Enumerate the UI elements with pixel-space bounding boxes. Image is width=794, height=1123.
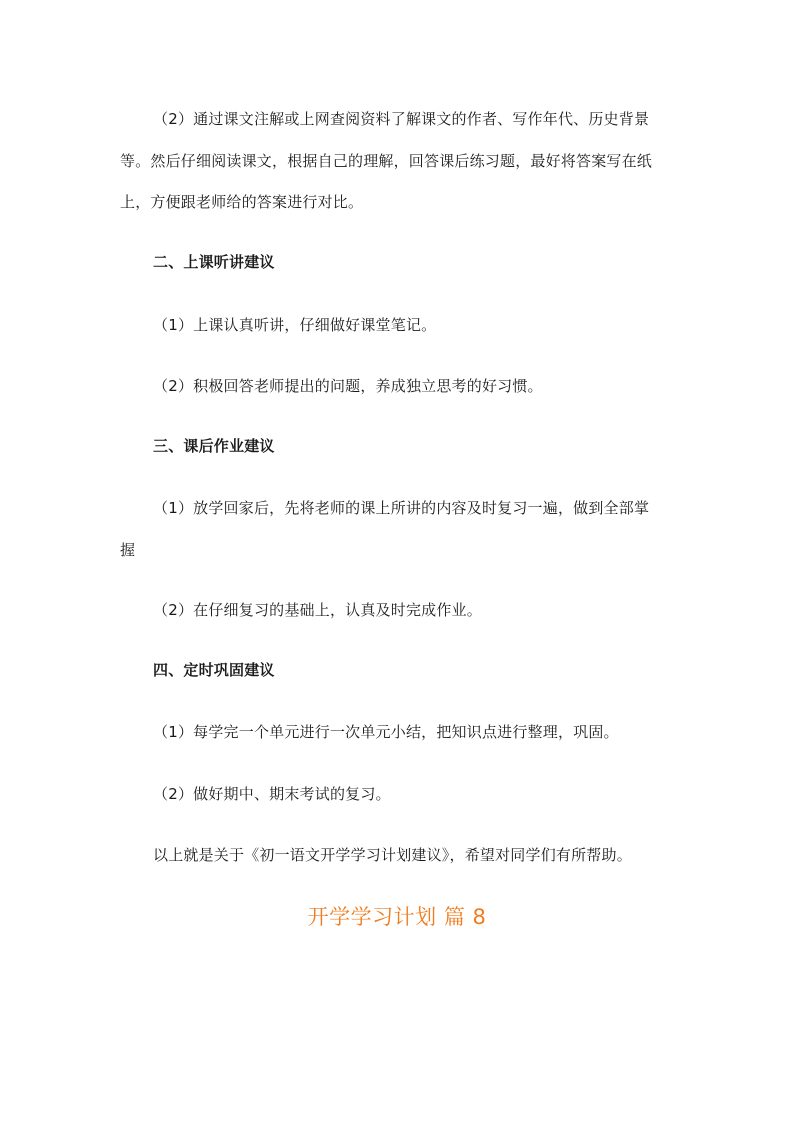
paragraph-line: （1）放学回家后，先将老师的课上所讲的内容及时复习一遍，做到全部掌 xyxy=(153,499,650,517)
section-heading: 四、定时巩固建议 xyxy=(153,661,275,679)
paragraph-line: （2）在仔细复习的基础上，认真及时完成作业。 xyxy=(153,601,482,619)
paragraph-line: 上，方便跟老师给的答案进行对比。 xyxy=(120,193,364,211)
section-heading: 三、课后作业建议 xyxy=(153,437,275,455)
paragraph-line: 握 xyxy=(120,541,136,559)
paragraph-line: 以上就是关于《初一语文开学学习计划建议》，希望对同学们有所帮助。 xyxy=(153,846,632,864)
section-heading: 二、上课听讲建议 xyxy=(153,253,275,271)
paragraph-line: （1）每学完一个单元进行一次单元小结，把知识点进行整理，巩固。 xyxy=(153,723,619,741)
paragraph-line: 等。然后仔细阅读课文，根据自己的理解，回答课后练习题，最好将答案写在纸 xyxy=(120,152,653,170)
paragraph-line: （2）通过课文注解或上网查阅资料了解课文的作者、写作年代、历史背景 xyxy=(153,110,650,128)
paragraph-line: （2）做好期中、期末考试的复习。 xyxy=(153,785,391,803)
paragraph-line: （1）上课认真听讲，仔细做好课堂笔记。 xyxy=(153,316,437,334)
section-title: 开学学习计划 篇 8 xyxy=(307,905,487,929)
paragraph-line: （2）积极回答老师提出的问题，养成独立思考的好习惯。 xyxy=(153,377,543,395)
